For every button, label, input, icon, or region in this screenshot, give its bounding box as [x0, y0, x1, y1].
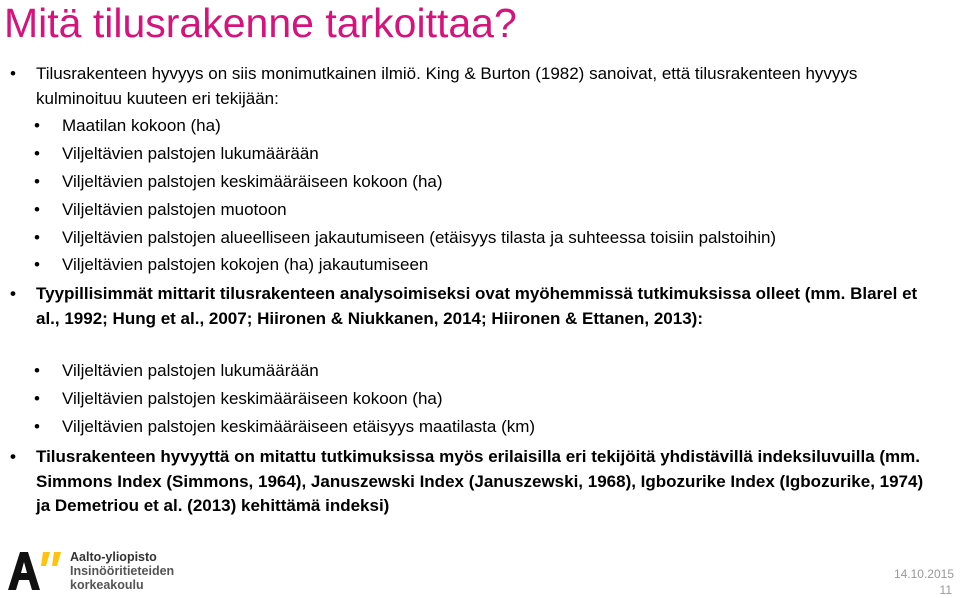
sub-bullet-item: [0, 114, 942, 139]
sub-bullet-item: [0, 359, 942, 384]
logo-text: [70, 550, 174, 592]
sub-bullet-text: Viljeltävien palstojen keskimääräiseen kokoon (ha): [62, 172, 443, 191]
bullet-text: Tilusrakenteen hyvyys on siis monimutkainen ilmiö. King & Burton (1982) sanoivat, että tilusrakenteen hyvyys kulminoituu kuuteen eri tekijään:: [36, 64, 858, 108]
sub-bullet-text: Viljeltävien palstojen muotoon: [62, 200, 287, 219]
aalto-logo-icon: [6, 548, 66, 592]
sub-bullet-text: Viljeltävien palstojen kokojen (ha) jakautumiseen: [62, 255, 429, 274]
bullet-marker: •: [34, 144, 40, 163]
bullet-marker: •: [34, 389, 40, 408]
bullet-marker: •: [10, 64, 16, 83]
sub-bullet-item: [0, 170, 942, 195]
bullet-marker: •: [34, 172, 40, 191]
sub-bullet-item: [0, 387, 942, 412]
logo-line-school-type: korkeakoulu: [70, 578, 144, 592]
sub-bullet-item: [0, 253, 942, 278]
bullet-text: Tilusrakenteen hyvyyttä on mitattu tutkimuksissa myös erilaisilla eri tekijöitä yhdistävillä indeksiluvuilla (mm. Simmons Index (Simmons, 1964), Januszewski Index (Januszewski, 1968), Igbozurike Index (Igbozurike, 1974) ja Demetriou et al. (2013) kehittämä indeksi): [36, 447, 924, 515]
bullet-item: [0, 282, 926, 331]
bullet-marker: •: [34, 255, 40, 274]
sub-bullet-text: Viljeltävien palstojen alueelliseen jakautumiseen (etäisyys tilasta ja suhteessa toisiin palstoihin): [62, 228, 777, 247]
sub-bullet-item: [0, 198, 942, 223]
bullet-marker: •: [34, 200, 40, 219]
sub-bullet-text: Viljeltävien palstojen keskimääräiseen etäisyys maatilasta (km): [62, 417, 536, 436]
bullet-marker: •: [34, 417, 40, 436]
page-title: Mitä tilusrakenne tarkoittaa?: [4, 0, 517, 46]
bullet-marker: •: [10, 447, 16, 466]
bullet-item: [0, 445, 926, 519]
bullet-marker: •: [34, 228, 40, 247]
sub-bullet-text: Viljeltävien palstojen lukumäärään: [62, 144, 319, 163]
sub-bullet-text: Maatilan kokoon (ha): [62, 116, 221, 135]
sub-bullet-text: Viljeltävien palstojen lukumäärään: [62, 361, 319, 380]
bullet-item: [0, 62, 926, 111]
bullet-marker: •: [34, 361, 40, 380]
bullet-marker: •: [10, 284, 16, 303]
logo-line-university: Aalto-yliopisto: [70, 550, 157, 564]
footer-date: 14.10.2015: [893, 567, 954, 581]
sub-bullet-item: [0, 226, 942, 251]
bullet-marker: •: [34, 116, 40, 135]
sub-bullet-item: [0, 415, 942, 440]
bullet-text: Tyypillisimmät mittarit tilusrakenteen analysoimiseksi ovat myöhemmissä tutkimuksissa olleet (mm. Blarel et al., 1992; Hung et al., 2007; Hiironen & Niukkanen, 2014; Hiironen & Ettanen, 2013):: [36, 284, 918, 328]
page-number: 11: [939, 583, 952, 597]
sub-bullet-item: [0, 142, 942, 167]
logo-line-school: Insinööritieteiden: [70, 564, 175, 578]
sub-bullet-text: Viljeltävien palstojen keskimääräiseen kokoon (ha): [62, 389, 443, 408]
